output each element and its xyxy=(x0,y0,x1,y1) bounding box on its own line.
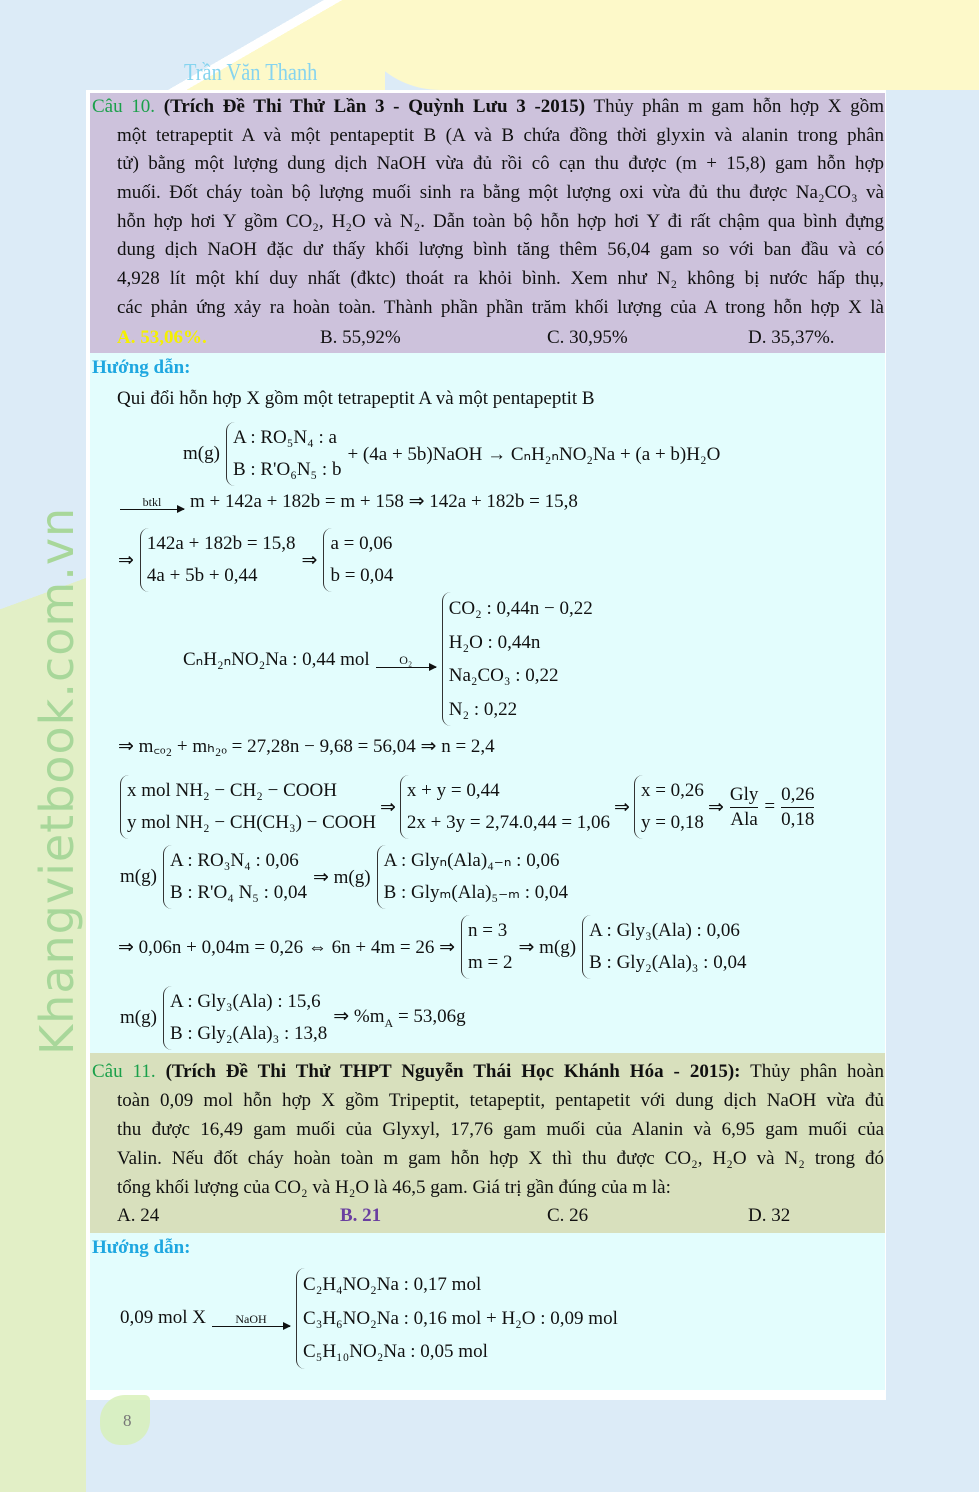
equation-row xyxy=(120,490,578,513)
equation-system xyxy=(323,528,393,592)
arrow-label: O₂ xyxy=(399,652,413,667)
math-text: 0,09 mol X xyxy=(120,1307,207,1329)
math-text: m(g) xyxy=(120,866,157,887)
equation-system xyxy=(120,775,376,839)
solution-intro: Qui đổi hỗn hợp X gồm một tetrapeptit A và một pentapeptit B xyxy=(117,388,595,409)
equation-system xyxy=(140,528,296,592)
math-text: ⇒ 0,06n + 0,04m = 0,26 ⇔ 6n + 4m = 26 ⇒ xyxy=(118,936,456,958)
option-d: D. 35,37%. xyxy=(748,327,835,348)
arrow-icon xyxy=(376,653,436,666)
math-text: ⇒ xyxy=(301,549,318,571)
question-text-line: dung dịch NaOH đặc dư thấy khối lượng bình tăng thêm 56,04 gam so với ban đầu và có xyxy=(117,239,884,260)
arrow-label: btkl xyxy=(142,495,162,509)
math-text: C₅H₁₀NO₂Na : 0,05 mol xyxy=(303,1341,488,1362)
math-text: B : R'O₆N₅ : b xyxy=(232,459,342,480)
equation-system xyxy=(634,775,704,839)
math-text: B : R'O₄ N₅ : 0,04 xyxy=(169,882,307,903)
math-text: x mol NH₂ − CH₂ − COOH xyxy=(127,780,337,801)
denominator: Ala xyxy=(730,808,758,830)
subscript: A xyxy=(384,1015,394,1030)
math-text: CO₂ : 0,44n − 0,22 xyxy=(448,598,593,619)
question-text: Thủy phân m gam hỗn hợp X gồm xyxy=(593,96,884,117)
math-text: ⇒ m꜀ₒ₂ + mₕ₂ₒ = 27,28n − 9,68 = 56,04 ⇒ n = 2,4 xyxy=(118,736,495,757)
math-text: Na₂CO₃ : 0,22 xyxy=(448,665,559,686)
option-a: A. 24 xyxy=(117,1205,160,1226)
math-text: ⇒ m(g) xyxy=(518,936,577,958)
numerator: Gly xyxy=(730,783,759,808)
math-text: A : Glyₙ(Ala)₄₋ₙ : 0,06 xyxy=(383,850,560,871)
math-text: 2x + 3y = 2,74.0,44 = 1,06 xyxy=(406,812,611,833)
numerator: 0,26 xyxy=(781,783,814,808)
math-text: ⇒ m(g) xyxy=(312,866,371,888)
math-text: A : RO₃N₄ : 0,06 xyxy=(169,850,299,871)
math-text: A : RO₅N₄ : a xyxy=(232,427,337,448)
fraction xyxy=(779,783,816,832)
solution-heading: Hướng dẫn: xyxy=(92,357,191,378)
math-text: y mol NH₂ − CH(CH₃) − COOH xyxy=(127,812,376,833)
equation-system xyxy=(296,1268,618,1369)
equation-system xyxy=(377,845,568,909)
math-text: m = 2 xyxy=(468,952,513,973)
equation-system xyxy=(442,592,593,726)
equation-row xyxy=(183,592,593,726)
arrow-label: NaOH xyxy=(235,1311,267,1326)
math-text: ⇒ xyxy=(379,796,396,818)
question-source: (Trích Đề Thi Thử THPT Nguyễn Thái Học Khánh Hóa - 2015): xyxy=(165,1061,741,1082)
question-text-line: tổng khối lượng của CO₂ và H₂O là 46,5 gam. Giá trị gần đúng của m là: xyxy=(117,1177,671,1198)
page-number: 8 xyxy=(123,1411,132,1430)
math-text: A : Gly₃(Ala) : 0,06 xyxy=(589,920,740,941)
equation-row xyxy=(120,775,816,839)
math-text: = 53,06g xyxy=(393,1006,466,1028)
math-text: B : Gly₂(Ala)₃ : 0,04 xyxy=(589,952,747,973)
option-a-correct: A. 53,06%. xyxy=(117,327,207,348)
question-text-line: các phản ứng xảy ra hoàn toàn. Thành phần phần trăm khối lượng của A trong hỗn hợp X là xyxy=(117,297,884,318)
math-text: B : Gly₂(Ala)₃ : 13,8 xyxy=(169,1023,328,1044)
equation-row xyxy=(118,915,746,979)
equation-row xyxy=(118,528,393,592)
equation-system xyxy=(226,422,342,486)
option-c: C. 30,95% xyxy=(547,327,628,348)
math-text: A : Gly₃(Ala) : 15,6 xyxy=(169,991,321,1012)
question-text-line: một tetrapeptit A và một pentapeptit B (A và B chứa đồng thời glyxin và alanin trong phân xyxy=(117,125,884,146)
option-b-correct: B. 21 xyxy=(340,1205,382,1226)
arrow-icon xyxy=(120,495,184,508)
equation-system xyxy=(400,775,610,839)
math-text: + (4a + 5b)NaOH → CₙH₂ₙNO₂Na + (a + b)H₂O xyxy=(347,443,721,465)
question-number: Câu 11. xyxy=(92,1061,156,1082)
math-text: H₂O : 0,44n xyxy=(448,631,541,653)
equation-row xyxy=(120,986,466,1050)
math-text: a = 0,06 xyxy=(330,533,393,554)
denominator: 0,18 xyxy=(781,808,815,830)
equation-system xyxy=(163,845,307,909)
equation-system xyxy=(163,986,327,1050)
math-text: b = 0,04 xyxy=(330,565,394,586)
question-source: (Trích Đề Thi Thử Lần 3 - Quỳnh Lưu 3 -2015) xyxy=(163,96,586,117)
equation-row xyxy=(120,1268,618,1369)
math-text: n = 3 xyxy=(468,920,508,941)
arrow-icon xyxy=(212,1312,290,1325)
question-text: Thủy phân hoàn xyxy=(750,1061,884,1082)
equation-system xyxy=(461,915,513,979)
question-text-line: Valin. Nếu đốt cháy hoàn toàn m gam hỗn hợp X thì thu được CO₂, H₂O và N₂ trong đó xyxy=(117,1148,884,1169)
math-text: ⇒ xyxy=(707,796,724,818)
math-text: 142a + 182b = 15,8 xyxy=(146,533,296,554)
question-text-line: muối. Đốt cháy toàn bộ lượng muối sinh ra bằng một lượng oxi vừa đủ thu được Na₂CO₃ và xyxy=(117,182,884,203)
option-c: C. 26 xyxy=(547,1205,589,1226)
math-text: ⇒ xyxy=(118,549,134,571)
math-text xyxy=(333,1005,465,1031)
question-text-line: hỗn hợp hơi Y gồm CO₂, H₂O và N₂. Dẫn toàn bộ hỗn hợp hơi Y đi rất chậm qua bình đựng xyxy=(117,211,884,232)
question-11-first-line xyxy=(92,1058,884,1087)
question-text-line: tử) bằng một lượng dung dịch NaOH vừa đủ rồi cô cạn thu được (m + 15,8) gam hỗn hợp xyxy=(117,153,884,174)
header-decoration xyxy=(600,0,979,90)
question-number: Câu 10. xyxy=(92,96,156,117)
math-text: C₃H₆NO₂Na : 0,16 mol + H₂O : 0,09 mol xyxy=(303,1307,618,1329)
math-text: CₙH₂ₙNO₂Na : 0,44 mol xyxy=(183,648,370,670)
equation-row xyxy=(183,422,720,486)
math-text: = xyxy=(764,796,776,817)
watermark: Khangvietbook.com.vn xyxy=(30,506,84,1055)
solution-heading: Hướng dẫn: xyxy=(92,1237,191,1258)
math-text: C₂H₄NO₂Na : 0,17 mol xyxy=(303,1274,482,1295)
option-d: D. 32 xyxy=(748,1205,791,1226)
math-text: x = 0,26 xyxy=(640,780,704,801)
option-b: B. 55,92% xyxy=(320,327,401,348)
equation-system xyxy=(582,915,746,979)
author-header: Trần Văn Thanh xyxy=(184,60,318,86)
math-text: ⇒ xyxy=(614,796,630,818)
question-text-line: 4,928 lít một khí duy nhất (đktc) thoát ra khỏi bình. Xem như N₂ không bị nước hấp thụ, xyxy=(117,268,884,289)
math-text: x + y = 0,44 xyxy=(406,780,500,801)
math-text: y = 0,18 xyxy=(640,812,704,833)
equation-row xyxy=(120,845,568,909)
math-text: N₂ : 0,22 xyxy=(448,698,518,720)
math-text: m + 142a + 182b = m + 158 ⇒ 142a + 182b = 15,8 xyxy=(190,491,578,512)
question-text-line: thu được 16,49 gam muối của Glyxyl, 17,76 gam muối của Alanin và 6,95 gam muối của xyxy=(117,1119,884,1140)
math-text: ⇒ %m xyxy=(333,1006,385,1028)
math-text: m(g) xyxy=(183,443,220,464)
math-text: 4a + 5b + 0,44 xyxy=(146,565,258,586)
question-10-first-line xyxy=(92,93,884,122)
math-text: B : Glyₘ(Ala)₅₋ₘ : 0,04 xyxy=(383,882,568,903)
question-text-line: toàn 0,09 mol hỗn hợp X gồm Tripeptit, tetapeptit, pentapetit với dung dịch NaOH vừa đủ xyxy=(117,1090,884,1111)
math-text: m(g) xyxy=(120,1007,157,1028)
fraction xyxy=(728,783,761,832)
